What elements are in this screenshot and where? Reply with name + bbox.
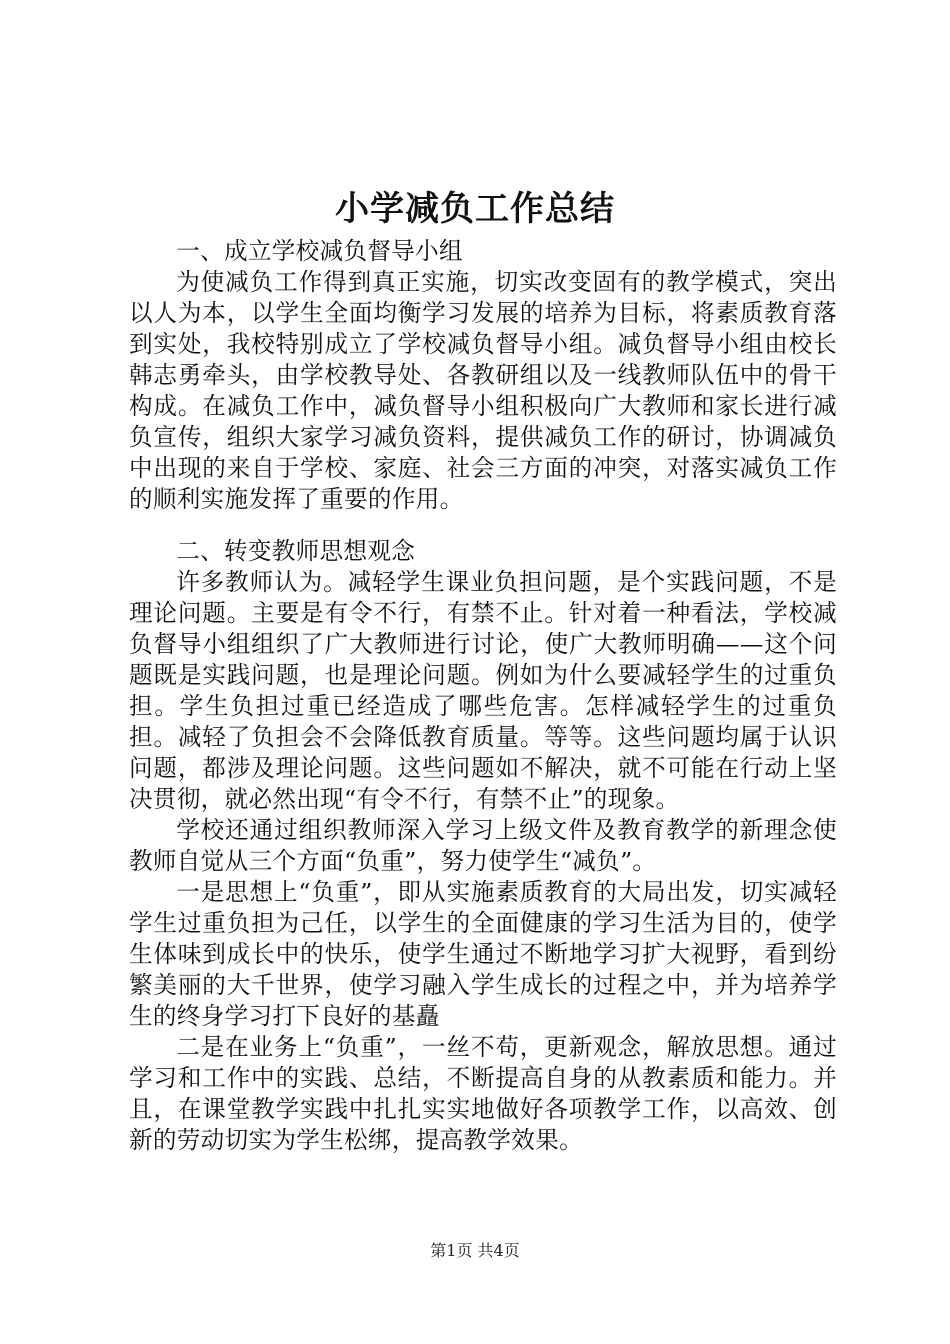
paragraph: 许多教师认为。减轻学生课业负担问题，是个实践问题，不是理论问题。主要是有令不行，有禁不止。针对着一种看法，学校减负督导小组组织了广大教师进行讨论，使广大教师明确——这个问题既是实践问题，也是理论问题。例如为什么要减轻学生的过重负担。学生负担过重已经造成了哪些危害。怎样减轻学生的过重负担。减轻了负担会不会降低教育质量。等等。这些问题均属于认识问题，都涉及理论问题。这些问题如不解决，就不可能在行动上坚决贯彻，就必然出现“有令不行，有禁不止”的现象。: [129, 568, 837, 813]
paragraph: 学校还通过组织教师深入学习上级文件及教育教学的新理念使教师自觉从三个方面“负重”，努力使学生“减负”。: [129, 816, 837, 875]
section-gap: [129, 515, 837, 536]
document-body: [129, 236, 837, 1156]
section-heading-1: 一、成立学校减负督导小组: [176, 237, 463, 265]
section-heading-2: 二、转变教师思想观念: [176, 537, 416, 565]
paragraph: 为使减负工作得到真正实施，切实改变固有的教学模式，突出以人为本，以学生全面均衡学习发展的培养为目标，将素质教育落到实处，我校特别成立了学校减负督导小组。减负督导小组由校长韩志勇牵头，由学校教导处、各教研组以及一线教师队伍中的骨干构成。在减负工作中，减负督导小组积极向广大教师和家长进行减负宣传，组织大家学习减负资料，提供减负工作的研讨，协调减负中出现的来自于学校、家庭、社会三方面的冲突，对落实减负工作的顺利实施发挥了重要的作用。: [129, 268, 837, 513]
document-title: 小学减负工作总结: [335, 189, 615, 229]
page-footer: 第1页 共4页: [430, 1241, 520, 1260]
paragraph: 二是在业务上“负重”，一丝不苟，更新观念，解放思想。通过学习和工作中的实践、总结，不断提高自身的从教素质和能力。并且，在课堂教学实践中扎扎实实地做好各项教学工作，以高效、创新的劳动切实为学生松绑，提高教学效果。: [129, 1033, 837, 1154]
paragraph: 一是思想上“负重”，即从实施素质教育的大局出发，切实减轻学生过重负担为己任，以学生的全面健康的学习生活为目的，使学生体味到成长中的快乐，使学生通过不断地学习扩大视野，看到纷繁美丽的大千世界，使学习融入学生成长的过程之中，并为培养学生的终身学习打下良好的基矗: [129, 878, 837, 1030]
